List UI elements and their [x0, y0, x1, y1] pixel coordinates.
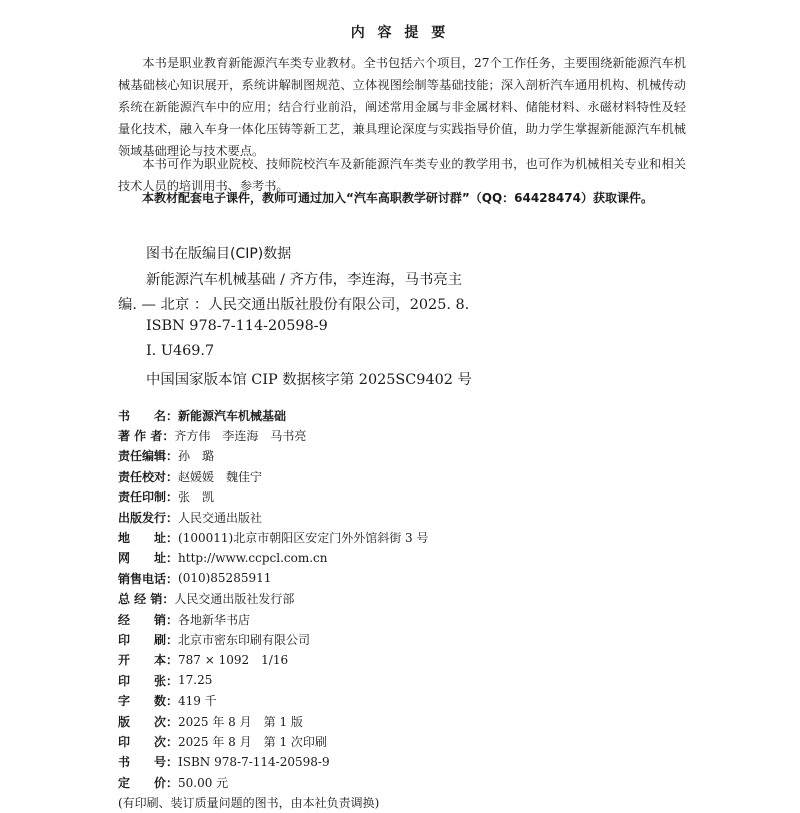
info-row: [118, 629, 678, 649]
info-label: 经 销：: [118, 612, 179, 627]
info-label: 责任校对：: [118, 469, 179, 484]
info-row: [118, 650, 678, 670]
info-row: [118, 548, 678, 568]
info-value: 人民交通出版社: [178, 510, 263, 525]
info-label: 地 址：: [118, 531, 179, 546]
info-label: 定 价：: [118, 775, 179, 790]
info-value: 17.25: [178, 673, 213, 688]
info-value: 孙 璐: [178, 449, 215, 464]
info-value: 419 千: [178, 694, 217, 709]
info-row: [118, 425, 678, 445]
info-row: [118, 466, 678, 486]
info-label: 印 刷：: [118, 632, 179, 647]
info-value: 北京市密东印刷有限公司: [178, 632, 311, 647]
info-row: [118, 507, 678, 527]
cip-line-4: Ⅰ. U469.7: [146, 343, 215, 359]
info-value: 人民交通出版社发行部: [174, 592, 295, 607]
footnote: (有印刷、装订质量问题的图书，由本社负责调换): [118, 796, 380, 811]
info-label: 印 张：: [118, 673, 179, 688]
info-value: 各地新华书店: [178, 612, 251, 627]
summary-paragraph-2: 本书可作为职业院校、技师院校汽车及新能源汽车类专业的教学用书，也可作为机械相关专业和相关技术人员的培训用书、参考书。: [118, 157, 686, 193]
info-label: 著 作 者：: [118, 429, 175, 444]
cip-line-3: ISBN 978-7-114-20598-9: [146, 318, 328, 334]
info-label: 总 经 销：: [118, 592, 175, 607]
info-value: 787 × 1092 1/16: [178, 653, 289, 668]
info-row: [118, 568, 678, 588]
info-row: [118, 405, 678, 425]
cip-line-2: 编. — 北京 ：人民交通出版社股份有限公司，2025. 8.: [118, 297, 470, 313]
info-label: 印 次：: [118, 734, 179, 749]
info-row: [118, 589, 678, 609]
info-value: 2025 年 8 月 第 1 次印刷: [178, 734, 327, 749]
summary-paragraph-3: 本教材配套电子课件，教师可通过加入“汽车高职教学研讨群”（QQ：64428474）获取课件。: [142, 191, 653, 205]
info-label: 版 次：: [118, 714, 179, 729]
info-value: 张 凯: [178, 490, 215, 505]
info-row: [118, 731, 678, 751]
info-label: 出版发行：: [118, 510, 179, 525]
info-value: ISBN 978-7-114-20598-9: [178, 754, 330, 769]
info-label: 销售电话：: [118, 571, 179, 586]
info-row: [118, 711, 678, 731]
info-label: 责任编辑：: [118, 449, 179, 464]
info-value: 50.00 元: [178, 775, 229, 790]
info-label: 开 本：: [118, 653, 179, 668]
info-value: (010)85285911: [178, 571, 272, 586]
info-value: 2025 年 8 月 第 1 版: [178, 714, 303, 729]
info-label: 书 号：: [118, 755, 179, 770]
info-row: [118, 527, 678, 547]
info-label: 字 数：: [118, 694, 179, 709]
info-label: 网 址：: [118, 551, 179, 566]
info-value: http://www.ccpcl.com.cn: [178, 550, 328, 565]
info-label: 书 名：: [118, 408, 179, 423]
info-row: [118, 670, 678, 690]
info-value: 赵媛媛 魏佳宁: [178, 469, 263, 484]
page-title: 内 容 提 要: [350, 25, 450, 41]
cip-line-1: 新能源汽车机械基础 / 齐方伟，李连海，马书亮主: [146, 272, 463, 288]
info-row: [118, 690, 678, 710]
publication-info: [118, 405, 678, 813]
info-row: [118, 772, 678, 792]
info-row: [118, 446, 678, 466]
info-value: 齐方伟 李连海 马书亮: [174, 429, 307, 444]
info-row: [118, 609, 678, 629]
cip-heading: 图书在版编目(CIP)数据: [146, 246, 292, 262]
info-row: [118, 487, 678, 507]
info-value: (100011)北京市朝阳区安定门外外馆斜街 3 号: [178, 531, 429, 546]
cip-line-5: 中国国家版本馆 CIP 数据核字第 2025SC9402 号: [146, 372, 472, 388]
info-value: 新能源汽车机械基础: [178, 408, 287, 423]
info-label: 责任印制：: [118, 490, 179, 505]
info-row: [118, 752, 678, 772]
summary-paragraph-1: 本书是职业教育新能源汽车类专业教材。全书包括六个项目，27个工作任务，主要围绕新能源汽车机械基础核心知识展开，系统讲解制图规范、立体视图绘制等基础技能；深入剖析汽车通用机构、机械传动系统在新能源汽车中的应用；结合行业前沿，阐述常用金属与非金属材料、储能材料、永磁材料特性及轻量化技术，融入车身一体化压铸等新工艺，兼具理论深度与实践指导价值，助力学生掌握新能源汽车机械领域基础理论与技术要点。: [118, 56, 686, 158]
